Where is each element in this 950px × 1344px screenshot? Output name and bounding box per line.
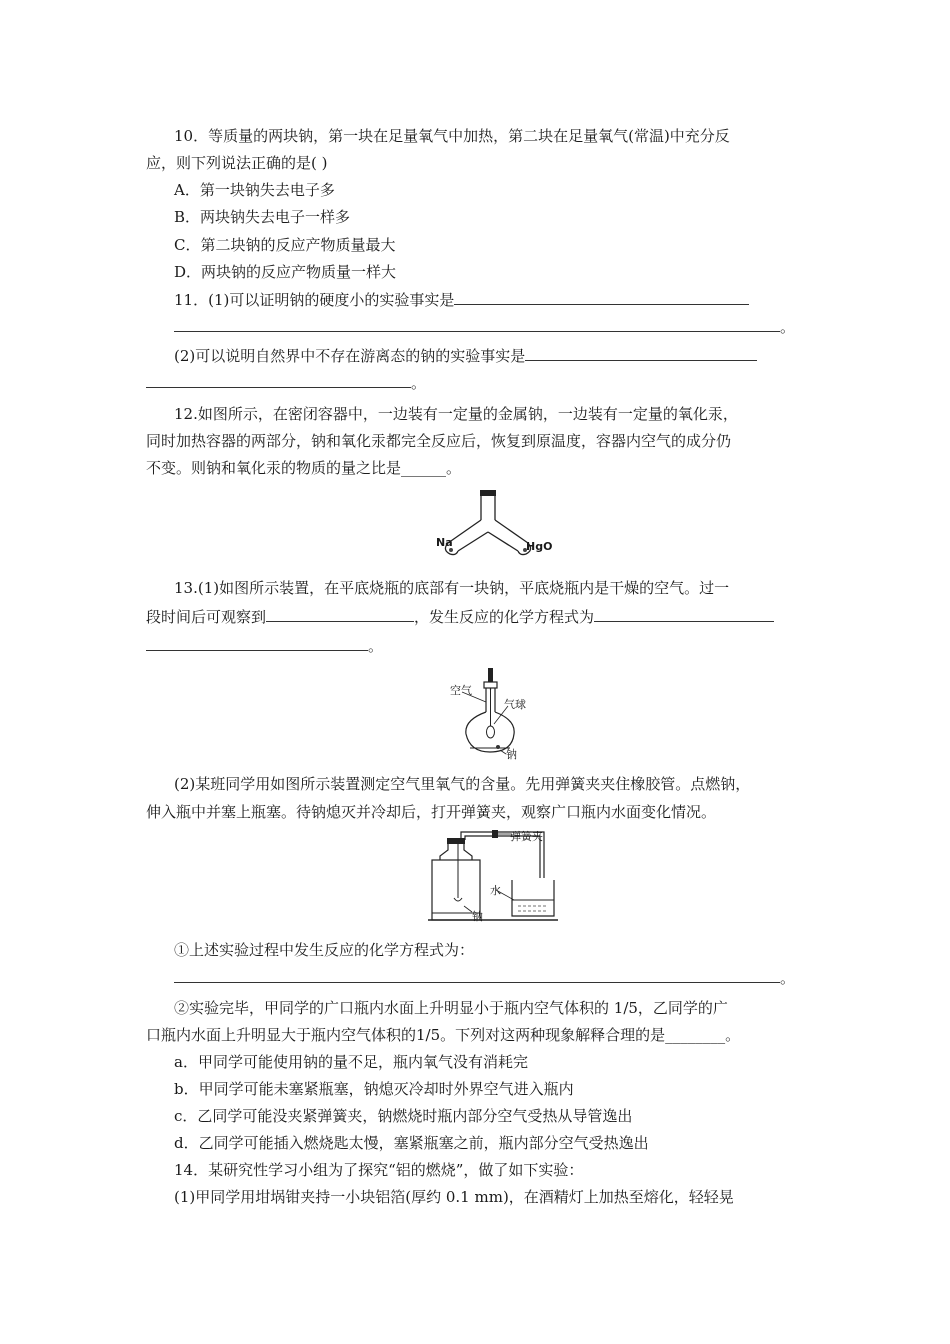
label-na: Na [436,536,453,549]
q13-step-1-answer [174,968,795,988]
flask-balloon-figure [448,668,538,760]
answer-blank [525,346,757,361]
label-balloon: 气球 [504,698,526,711]
q10-option-b: B．两块钠失去电子一样多 [174,208,351,226]
label-sodium: 钠 [506,748,517,761]
q13-line-2 [146,607,774,627]
q11-part-1-continuation [174,317,795,337]
label-air: 空气 [450,684,472,697]
q13-option-a: a．甲同学可能使用钠的量不足，瓶内氧气没有消耗完 [174,1053,528,1071]
q11-part-2-text: (2)可以说明自然界中不存在游离态的钠的实验事实是 [174,347,526,365]
q11-part-1-end: 。 [780,318,796,336]
q11-part-1 [174,290,749,310]
answer-blank [146,636,368,651]
q10-option-c: C．第二块钠的反应产物质量最大 [174,236,396,254]
label-water: 水 [490,884,501,897]
q12-line-3: 不变。则钠和氧化汞的物质的量之比是______。 [146,459,462,477]
answer-blank [174,968,780,983]
q13-part-2-line-1: (2)某班同学用如图所示装置测定空气里氧气的含量。先用弹簧夹夹住橡胶管。点燃钠， [174,775,751,793]
q14-line-2: (1)甲同学用坩埚钳夹持一小块铝箔(厚约 0.1 mm)，在酒精灯上加热至熔化，轻轻晃 [174,1188,734,1206]
q13-line-3-end: 。 [368,637,384,655]
q10-option-a: A．第一块钠失去电子多 [174,181,335,199]
q13-step-1: ①上述实验过程中发生反应的化学方程式为： [174,941,475,959]
q14-line-1: 14．某研究性学习小组为了探究“铝的燃烧”，做了如下实验： [174,1161,584,1179]
q13-part-2-line-2: 伸入瓶中并塞上瓶塞。待钠熄灭并冷却后，打开弹簧夹，观察广口瓶内水面变化情况。 [146,803,717,821]
answer-blank [594,607,774,622]
q13-step-1-end: 。 [780,969,796,987]
q13-option-c: c．乙同学可能没夹紧弹簧夹，钠燃烧时瓶内部分空气受热从导管逸出 [174,1107,633,1125]
q10-line-1: 10．等质量的两块钠，第一块在足量氧气中加热，第二块在足量氧气(常温)中充分反 [174,127,730,145]
q11-part-2 [174,346,757,366]
bottle-beaker-figure [428,828,558,924]
q13-option-d: d．乙同学可能插入燃烧匙太慢，塞紧瓶塞之前，瓶内部分空气受热逸出 [174,1134,649,1152]
y-tube-figure [428,488,558,558]
answer-blank [454,290,749,305]
answer-blank [266,607,414,622]
q13-line-2-a: 段时间后可观察到 [146,608,267,626]
q13-line-1: 13.(1)如图所示装置，在平底烧瓶的底部有一块钠，平底烧瓶内是干燥的空气。过一 [174,579,730,597]
answer-blank [174,317,780,332]
q13-line-2-b: ，发生反应的化学方程式为 [414,608,595,626]
label-hgo: HgO [526,540,553,553]
q10-option-d: D．两块钠的反应产物质量一样大 [174,263,397,281]
q12-line-1: 12.如图所示，在密闭容器中，一边装有一定量的金属钠，一边装有一定量的氧化汞， [174,405,738,423]
q12-line-2: 同时加热容器的两部分，钠和氧化汞都完全反应后，恢复到原温度，容器内空气的成分仍 [146,432,732,450]
q13-option-b: b．甲同学可能未塞紧瓶塞，钠熄灭冷却时外界空气进入瓶内 [174,1080,574,1098]
q13-step-2-line-1: ②实验完毕，甲同学的广口瓶内水面上升明显小于瓶内空气体积的 1/5，乙同学的广 [174,999,728,1017]
q11-part-1-text: 11．(1)可以证明钠的硬度小的实验事实是 [174,291,455,309]
answer-blank [146,373,411,388]
q11-part-2-end: 。 [411,374,427,392]
label-sodium: 钠 [472,910,483,923]
q11-part-2-continuation [146,373,426,393]
q10-line-2: 应，则下列说法正确的是( ) [146,154,328,172]
q13-step-2-line-2: 口瓶内水面上升明显大于瓶内空气体积的1/5。下列对这两种现象解释合理的是________。 [146,1026,741,1044]
q13-line-3 [146,636,383,656]
label-spring-clip: 弹簧夹 [510,830,543,843]
